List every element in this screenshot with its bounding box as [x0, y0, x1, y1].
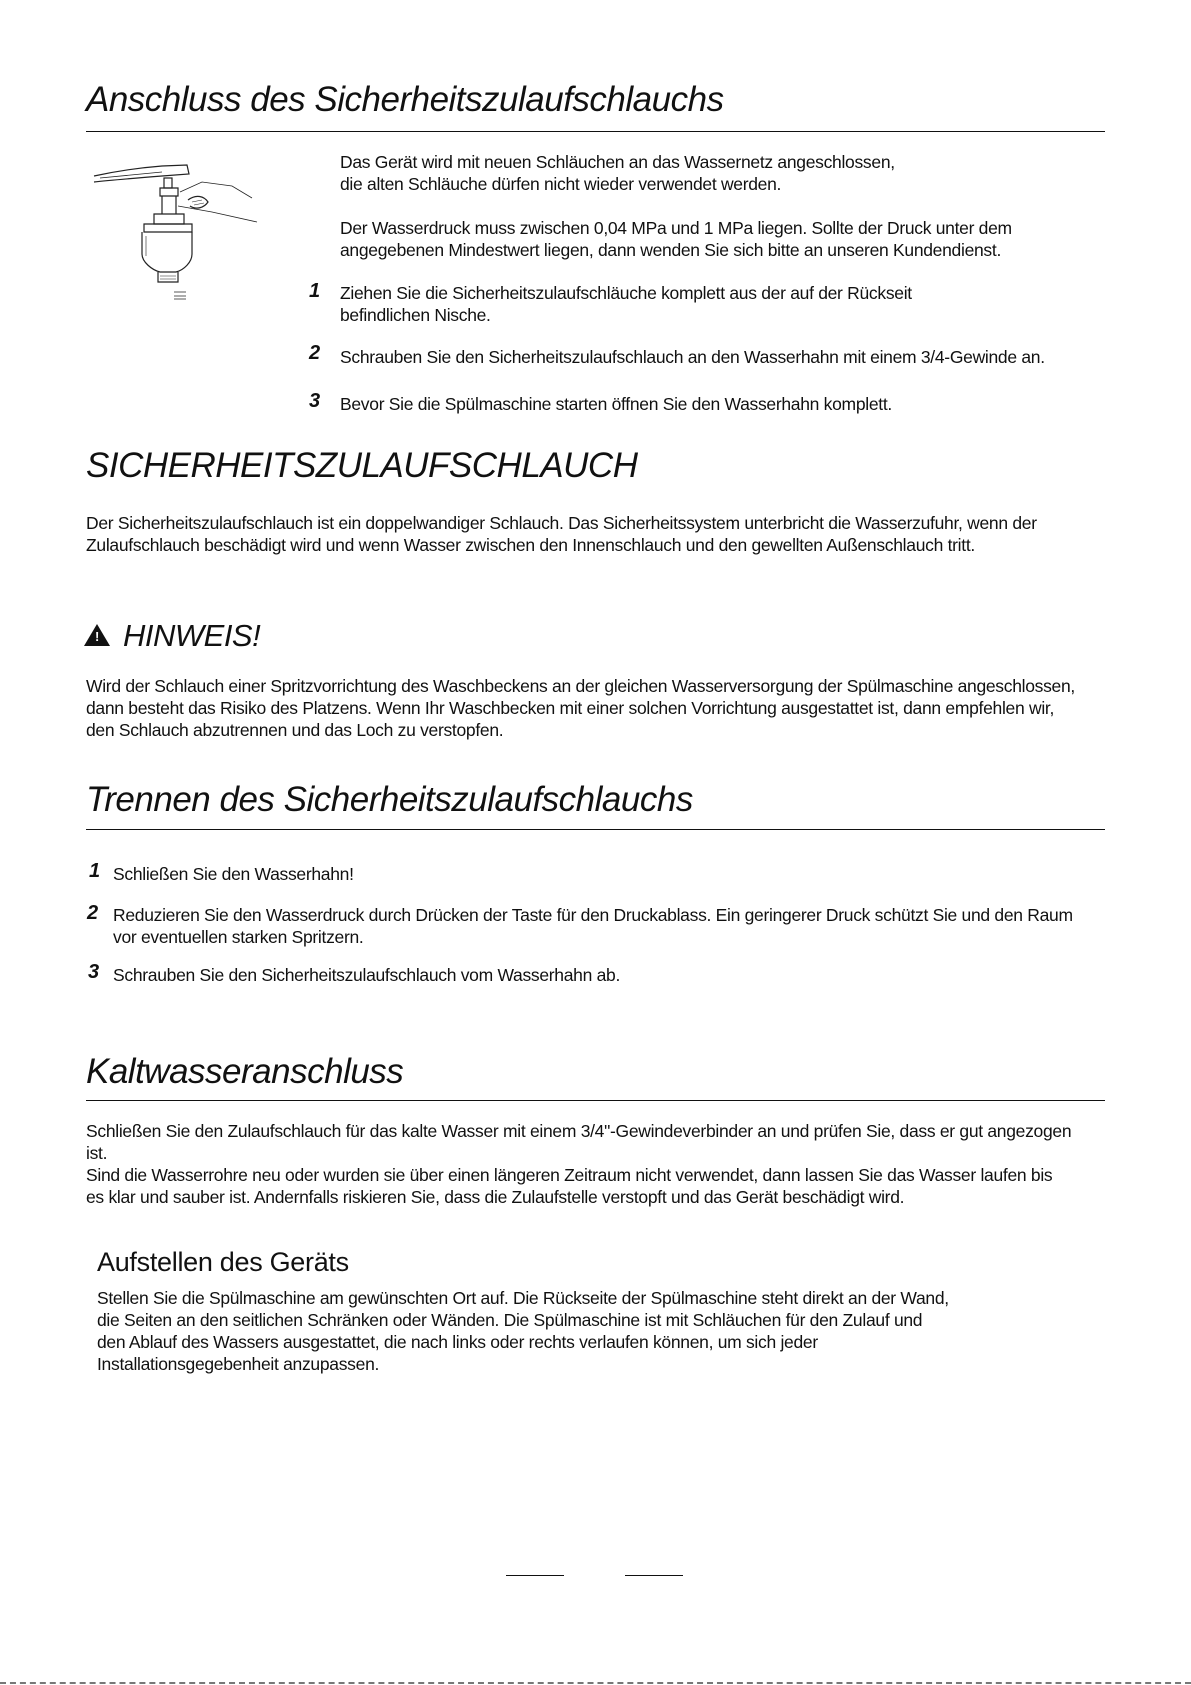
step-1-text — [340, 282, 912, 326]
text-line: Schließen Sie den Zulaufschlauch für das kalte Wasser mit einem 3/4"-Gewindeverbinder an und prüfen Sie, dass er gut angezogen — [86, 1121, 1072, 1141]
section-title-anschluss: Anschluss des Sicherheitszulaufschlauchs — [86, 80, 724, 119]
trennen-step-3 — [113, 964, 620, 986]
trennen-step-1 — [113, 863, 354, 885]
footer-line-left — [506, 1575, 564, 1576]
step-3-text — [340, 393, 892, 415]
step-number: 1 — [309, 280, 321, 302]
title-rule — [86, 829, 1105, 830]
text-line: Bevor Sie die Spülmaschine starten öffnen Sie den Wasserhahn komplett. — [340, 394, 892, 414]
text-line: ist. — [86, 1143, 108, 1163]
intro-paragraph-2 — [340, 217, 1012, 261]
step-number: 1 — [89, 860, 101, 882]
intro-paragraph-1 — [340, 151, 895, 195]
page-edge-dashed-line — [0, 1682, 1191, 1684]
text-line: Der Sicherheitszulaufschlauch ist ein doppelwandiger Schlauch. Das Sicherheitssystem unterbricht die Wasserzufuhr, wenn der — [86, 513, 1037, 533]
section-title-trennen: Trennen des Sicherheitszulaufschlauchs — [86, 780, 693, 819]
text-line: Stellen Sie die Spülmaschine am gewünschten Ort auf. Die Rückseite der Spülmaschine steht direkt an der Wand, — [97, 1288, 949, 1308]
text-line: Zulaufschlauch beschädigt wird und wenn Wasser zwischen den Innenschlauch und den gewellten Außenschlauch tritt. — [86, 535, 975, 555]
title-rule — [86, 131, 1105, 132]
text-line: Schrauben Sie den Sicherheitszulaufschlauch an den Wasserhahn mit einem 3/4-Gewinde an. — [340, 347, 1045, 367]
step-number: 3 — [88, 961, 100, 983]
warning-title: HINWEIS! — [123, 618, 261, 653]
text-line: es klar und sauber ist. Andernfalls riskieren Sie, dass die Zulaufstelle verstopft und das Gerät beschädigt wird. — [86, 1187, 905, 1207]
text-line: dann besteht das Risiko des Platzens. Wenn Ihr Waschbecken mit einer solchen Vorrichtung ausgestattet ist, dann empfehlen wir, — [86, 698, 1055, 718]
warning-icon — [84, 624, 110, 646]
text-line: Der Wasserdruck muss zwischen 0,04 MPa und 1 MPa liegen. Sollte der Druck unter dem — [340, 218, 1012, 238]
text-line: die Seiten an den seitlichen Schränken oder Wänden. Die Spülmaschine ist mit Schläuchen für den Zulauf und — [97, 1310, 923, 1330]
text-line: Wird der Schlauch einer Spritzvorrichtung des Waschbeckens an der gleichen Wasserversorgung der Spülmaschine angeschlossen, — [86, 676, 1075, 696]
text-line: die alten Schläuche dürfen nicht wieder verwendet werden. — [340, 174, 782, 194]
text-line: Installationsgegebenheit anzupassen. — [97, 1354, 380, 1374]
kaltwasser-paragraph — [86, 1120, 1071, 1208]
section-title-kaltwasser: Kaltwasseranschluss — [86, 1052, 404, 1091]
step-2-text — [340, 346, 1045, 368]
title-rule — [86, 1100, 1105, 1101]
step-number: 2 — [309, 342, 321, 364]
faucet-illustration — [92, 152, 262, 302]
text-line: Ziehen Sie die Sicherheitszulaufschläuche komplett aus der auf der Rückseit — [340, 283, 912, 303]
text-line: vor eventuellen starken Spritzern. — [113, 927, 364, 947]
section-title-sicherheitszulaufschlauch: SICHERHEITSZULAUFSCHLAUCH — [86, 446, 638, 485]
text-line: Reduzieren Sie den Wasserdruck durch Drücken der Taste für den Druckablass. Ein geringerer Druck schützt Sie und den Raum — [113, 905, 1073, 925]
text-line: Schrauben Sie den Sicherheitszulaufschlauch vom Wasserhahn ab. — [113, 965, 621, 985]
footer-line-right — [625, 1575, 683, 1576]
trennen-step-2 — [113, 904, 1073, 948]
aufstellen-paragraph — [97, 1287, 949, 1375]
text-line: befindlichen Nische. — [340, 305, 491, 325]
step-number: 2 — [87, 902, 99, 924]
text-line: Sind die Wasserrohre neu oder wurden sie über einen längeren Zeitraum nicht verwendet, dann lassen Sie das Wasser laufen bis — [86, 1165, 1053, 1185]
section-title-aufstellen: Aufstellen des Geräts — [97, 1247, 349, 1277]
text-line: den Ablauf des Wassers ausgestattet, die nach links oder rechts verlaufen können, um sich jeder — [97, 1332, 818, 1352]
step-number: 3 — [309, 390, 321, 412]
warning-icon-glyph: ! — [95, 629, 100, 644]
text-line: den Schlauch abzutrennen und das Loch zu verstopfen. — [86, 720, 504, 740]
sicherheit-paragraph — [86, 512, 1037, 556]
text-line: Schließen Sie den Wasserhahn! — [113, 864, 354, 884]
warning-paragraph — [86, 675, 1075, 741]
text-line: angegebenen Mindestwert liegen, dann wenden Sie sich bitte an unseren Kundendienst. — [340, 240, 1002, 260]
text-line: Das Gerät wird mit neuen Schläuchen an das Wassernetz angeschlossen, — [340, 152, 895, 172]
